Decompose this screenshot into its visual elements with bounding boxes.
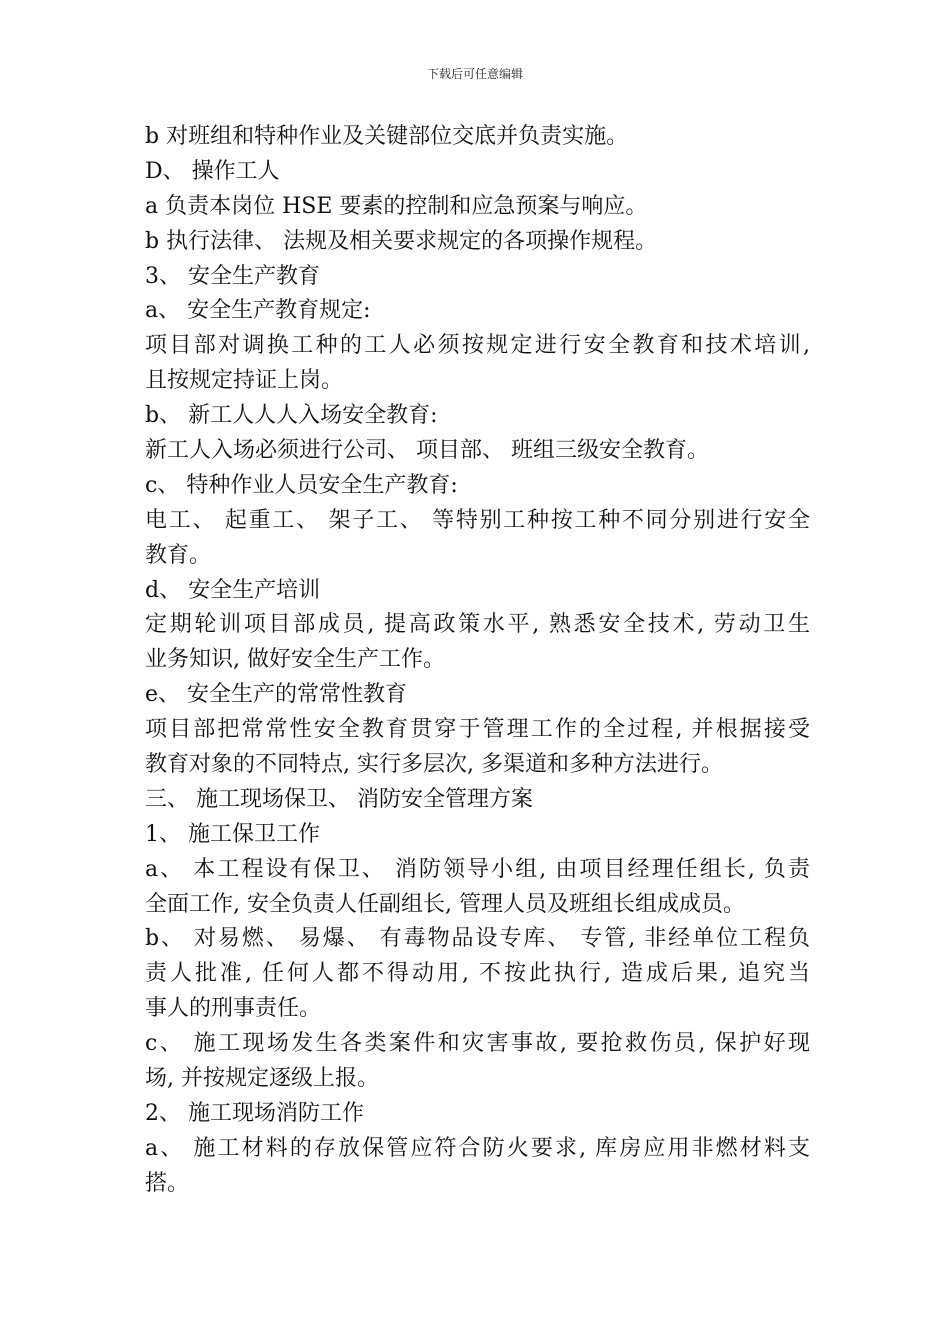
text-line: 教育。 bbox=[145, 542, 212, 568]
document-body bbox=[145, 120, 810, 1202]
text-line: b、 新工人人人入场安全教育: bbox=[145, 403, 438, 429]
text-line: 教育对象的不同特点, 实行多层次, 多渠道和多种方法进行。 bbox=[145, 752, 723, 778]
text-line: a、 施工材料的存放保管应符合防火要求, 库房应用非燃材料支 bbox=[145, 1135, 810, 1161]
text-line: 且按规定持证上岗。 bbox=[145, 368, 344, 394]
text-line: b 对班组和特种作业及关键部位交底并负责实施。 bbox=[145, 124, 629, 149]
text-line: 定期轮训项目部成员, 提高政策水平, 熟悉安全技术, 劳动卫生 bbox=[145, 612, 810, 638]
text-line: b、 对易燃、 易爆、 有毒物品设专库、 专管, 非经单位工程负 bbox=[145, 926, 810, 952]
text-line: 全面工作, 安全负责人任副组长, 管理人员及班组长组成成员。 bbox=[145, 891, 745, 917]
text-line: 场, 并按规定逐级上报。 bbox=[145, 1066, 379, 1092]
text-line: 3、 安全生产教育 bbox=[145, 263, 320, 289]
text-line: 搭。 bbox=[145, 1170, 190, 1196]
text-line: 项目部把常常性安全教育贯穿于管理工作的全过程, 并根据接受 bbox=[145, 717, 810, 743]
text-line: 2、 施工现场消防工作 bbox=[145, 1100, 364, 1126]
text-line: d、 安全生产培训 bbox=[145, 577, 321, 603]
text-line: 业务知识, 做好安全生产工作。 bbox=[145, 647, 445, 673]
text-line: e、 安全生产的常常性教育 bbox=[145, 682, 408, 708]
text-line: a、 本工程设有保卫、 消防领导小组, 由项目经理任组长, 负责 bbox=[145, 856, 810, 882]
text-line: a、 安全生产教育规定: bbox=[145, 298, 371, 324]
text-line: 1、 施工保卫工作 bbox=[145, 821, 320, 847]
page-header: 下载后可任意编辑 bbox=[426, 67, 523, 81]
text-line: 新工人入场必须进行公司、 项目部、 班组三级安全教育。 bbox=[145, 438, 709, 464]
text-line: 三、 施工现场保卫、 消防安全管理方案 bbox=[145, 786, 533, 812]
text-line: c、 特种作业人员安全生产教育: bbox=[145, 472, 458, 498]
text-line: c、 施工现场发生各类案件和灾害事故, 要抢救伤员, 保护好现 bbox=[145, 1031, 810, 1057]
text-line: 责人批准, 任何人都不得动用, 不按此执行, 造成后果, 追究当 bbox=[145, 961, 810, 987]
text-line: 项目部对调换工种的工人必须按规定进行安全教育和技术培训, bbox=[145, 333, 810, 359]
text-line: b 执行法律、 法规及相关要求规定的各项操作规程。 bbox=[145, 228, 658, 254]
text-line: 事人的刑事责任。 bbox=[145, 996, 322, 1022]
text-line: D、 操作工人 bbox=[145, 158, 280, 184]
text-line: a 负责本岗位 HSE 要素的控制和应急预案与响应。 bbox=[145, 193, 648, 219]
text-line: 电工、 起重工、 架子工、 等特别工种按工种不同分别进行安全 bbox=[145, 507, 810, 533]
